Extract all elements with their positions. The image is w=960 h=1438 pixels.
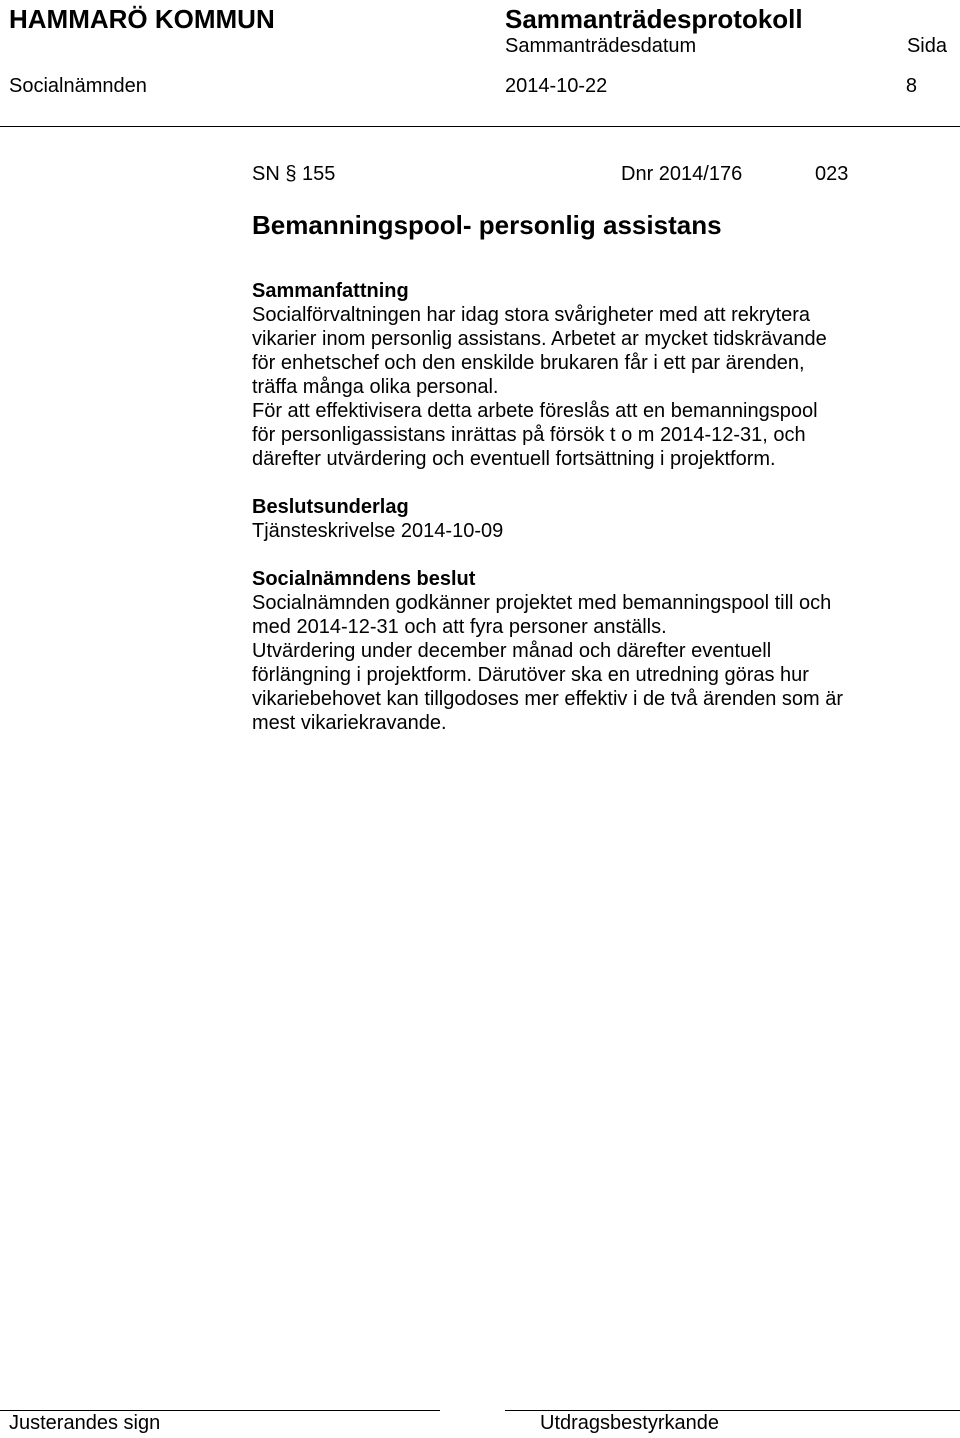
meeting-date-label: Sammanträdesdatum [505,35,697,57]
section-decision-basis [252,495,952,543]
case-title: Bemanningspool- personlig assistans [252,210,722,240]
adjuster-signature-label: Justerandes sign [9,1412,161,1434]
body-line: För att effektivisera detta arbete föreslås att en bemanningspool [252,400,818,422]
committee-name: Socialnämnden [9,75,147,97]
document-body [252,209,952,735]
body-line: vikarier inom personlig assistans. Arbetet ar mycket tidskrävande [252,328,827,350]
body-line: Socialnämnden godkänner projektet med bemanningspool till och [252,592,832,614]
page-number: 8 [905,75,917,97]
body-line: Utvärdering under december månad och därefter eventuell [252,640,772,662]
case-registration-number: Dnr 2014/176 [621,163,743,185]
page-label: Sida [906,35,947,57]
body-line: för enhetschef och den enskilde brukaren får i ett par ärenden, [252,352,805,374]
certification-label: Utdragsbestyrkande [540,1412,719,1434]
body-line: Tjänsteskrivelse 2014-10-09 [252,520,504,542]
body-line: mest vikariekravande. [252,712,447,734]
organization-name: HAMMARÖ KOMMUN [9,4,275,34]
case-paragraph-number: SN § 155 [252,163,336,185]
section-decision [252,567,952,735]
body-line: Socialförvaltningen har idag stora svårigheter med att rekrytera [252,304,811,326]
body-line: därefter utvärdering och eventuell fortsättning i projektform. [252,448,776,470]
document-type: Sammanträdesprotokoll [505,4,803,34]
body-line: förlängning i projektform. Därutöver ska en utredning göras hur [252,664,809,686]
section-heading: Socialnämndens beslut [252,568,476,590]
section-heading: Beslutsunderlag [252,496,409,518]
body-line: vikariebehovet kan tillgodoses mer effektiv i de två ärenden som är [252,688,844,710]
section-heading: Sammanfattning [252,280,409,302]
meeting-date: 2014-10-22 [505,75,608,97]
body-line: träffa många olika personal. [252,376,499,398]
header-divider [0,126,960,127]
case-code: 023 [815,163,849,185]
body-line: för personligassistans inrättas på försök t o m 2014-12-31, och [252,424,806,446]
section-summary [252,279,952,471]
body-line: med 2014-12-31 och att fyra personer anställs. [252,616,667,638]
